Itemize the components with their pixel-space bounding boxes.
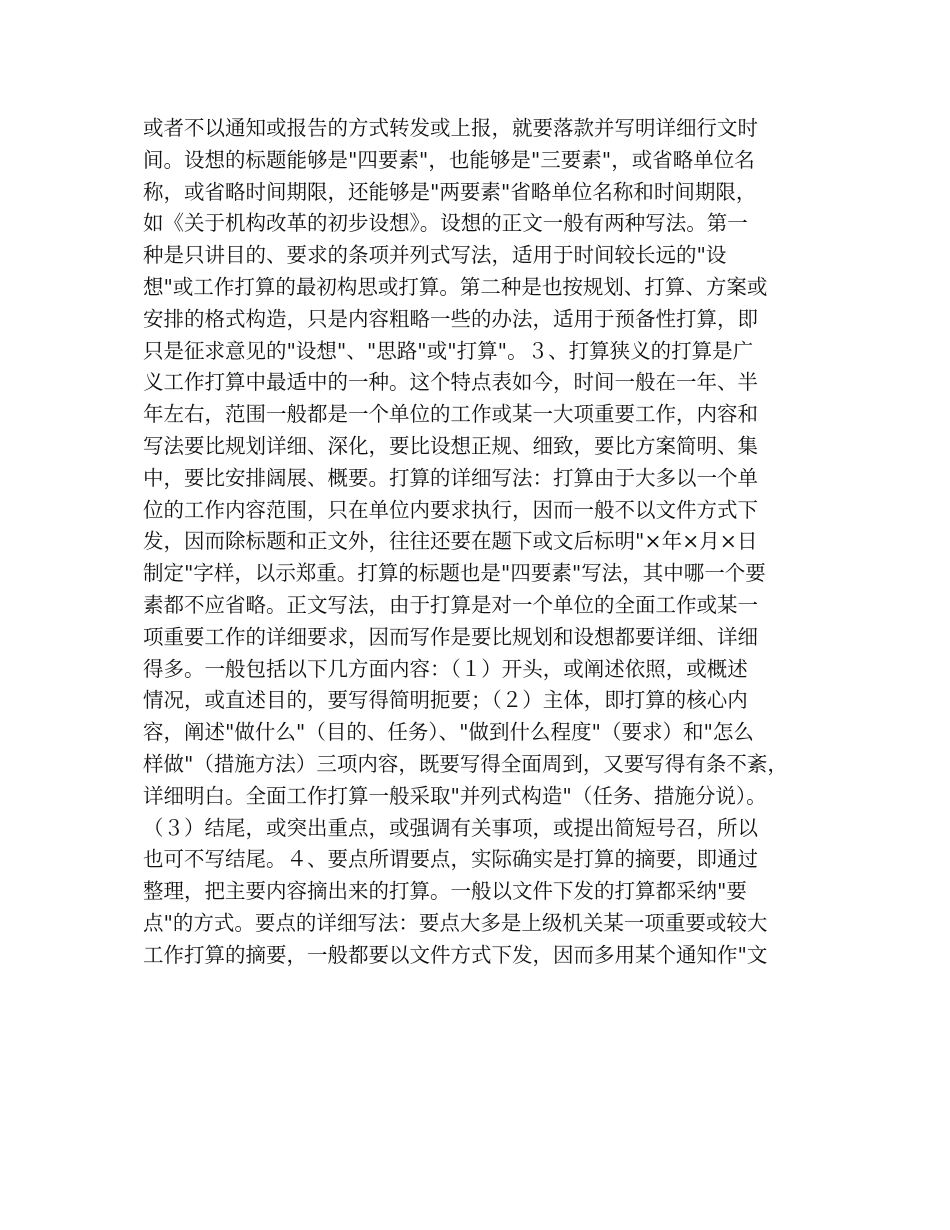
text-line: 制定"字样，以示郑重。打算的标题也是"四要素"写法，其中哪一个要 (143, 561, 766, 586)
text-line: 发，因而除标题和正文外，往往还要在题下或文后标明"×年×月×日 (143, 529, 758, 554)
text-line: 称，或省略时间期限，还能够是"两要素"省略单位名称和时间期限， (143, 179, 757, 204)
text-line: 工作打算的摘要，一般都要以文件方式下发，因而多用某个通知作"文 (143, 942, 768, 967)
text-line: 种是只讲目的、要求的条项并列式写法，适用于时间较长远的"设 (143, 243, 727, 268)
text-line: 或者不以通知或报告的方式转发或上报，就要落款并写明详细行文时 (143, 116, 758, 140)
text-line: 年左右，范围一般都是一个单位的工作或某一大项重要工作，内容和 (143, 402, 758, 427)
text-line: 得多。一般包括以下几方面内容：（１）开头，或阐述依照，或概述 (143, 656, 748, 681)
text-line: （３）结尾，或突出重点，或强调有关事项，或提出简短号召，所以 (143, 815, 758, 840)
text-line: 整理，把主要内容摘出来的打算。一般以文件下发的打算都采纳"要 (143, 879, 747, 904)
text-line: 中，要比安排阔展、概要。打算的详细写法：打算由于大多以一个单 (143, 465, 758, 490)
text-line: 点"的方式。要点的详细写法：要点大多是上级机关某一项重要或较大 (143, 910, 768, 935)
body-text (143, 113, 843, 972)
text-line: 情况，或直述目的，要写得简明扼要；（２）主体，即打算的核心内 (143, 688, 748, 713)
text-line: 位的工作内容范围，只在单位内要求执行，因而一般不以文件方式下 (143, 497, 758, 522)
text-line: 素都不应省略。正文写法，由于打算是对一个单位的全面工作或某一 (143, 592, 758, 617)
text-line: 写法要比规划详细、深化，要比设想正规、细致，要比方案简明、集 (143, 433, 758, 458)
text-line: 容，阐述"做什么"（目的、任务）、"做到什么程度"（要求）和"怎么 (143, 720, 754, 745)
text-line: 如《关于机构改革的初步设想》。设想的正文一般有两种写法。第一 (143, 211, 748, 236)
text-line: 也可不写结尾。４、要点所谓要点，实际确实是打算的摘要，即通过 (143, 847, 758, 872)
text-line: 项重要工作的详细要求，因而写作是要比规划和设想都要详细、详细 (143, 624, 758, 649)
text-line: 想"或工作打算的最初构思或打算。第二种是也按规划、打算、方案或 (143, 274, 768, 299)
text-line: 详细明白。全面工作打算一般采取"并列式构造"（任务、措施分说）。 (143, 783, 767, 808)
text-line: 义工作打算中最适中的一种。这个特点表如今，时间一般在一年、半 (143, 370, 758, 395)
text-line: 样做"（措施方法）三项内容，既要写得全面周到，又要写得有条不紊， (143, 751, 788, 776)
text-line: 间。设想的标题能够是"四要素"，也能够是"三要素"，或省略单位名 (143, 147, 755, 172)
text-line: 只是征求意见的"设想"、"思路"或"打算"。３、打算狭义的打算是广 (143, 338, 754, 363)
text-line: 安排的格式构造，只是内容粗略一些的办法，适用于预备性打算，即 (143, 306, 758, 331)
